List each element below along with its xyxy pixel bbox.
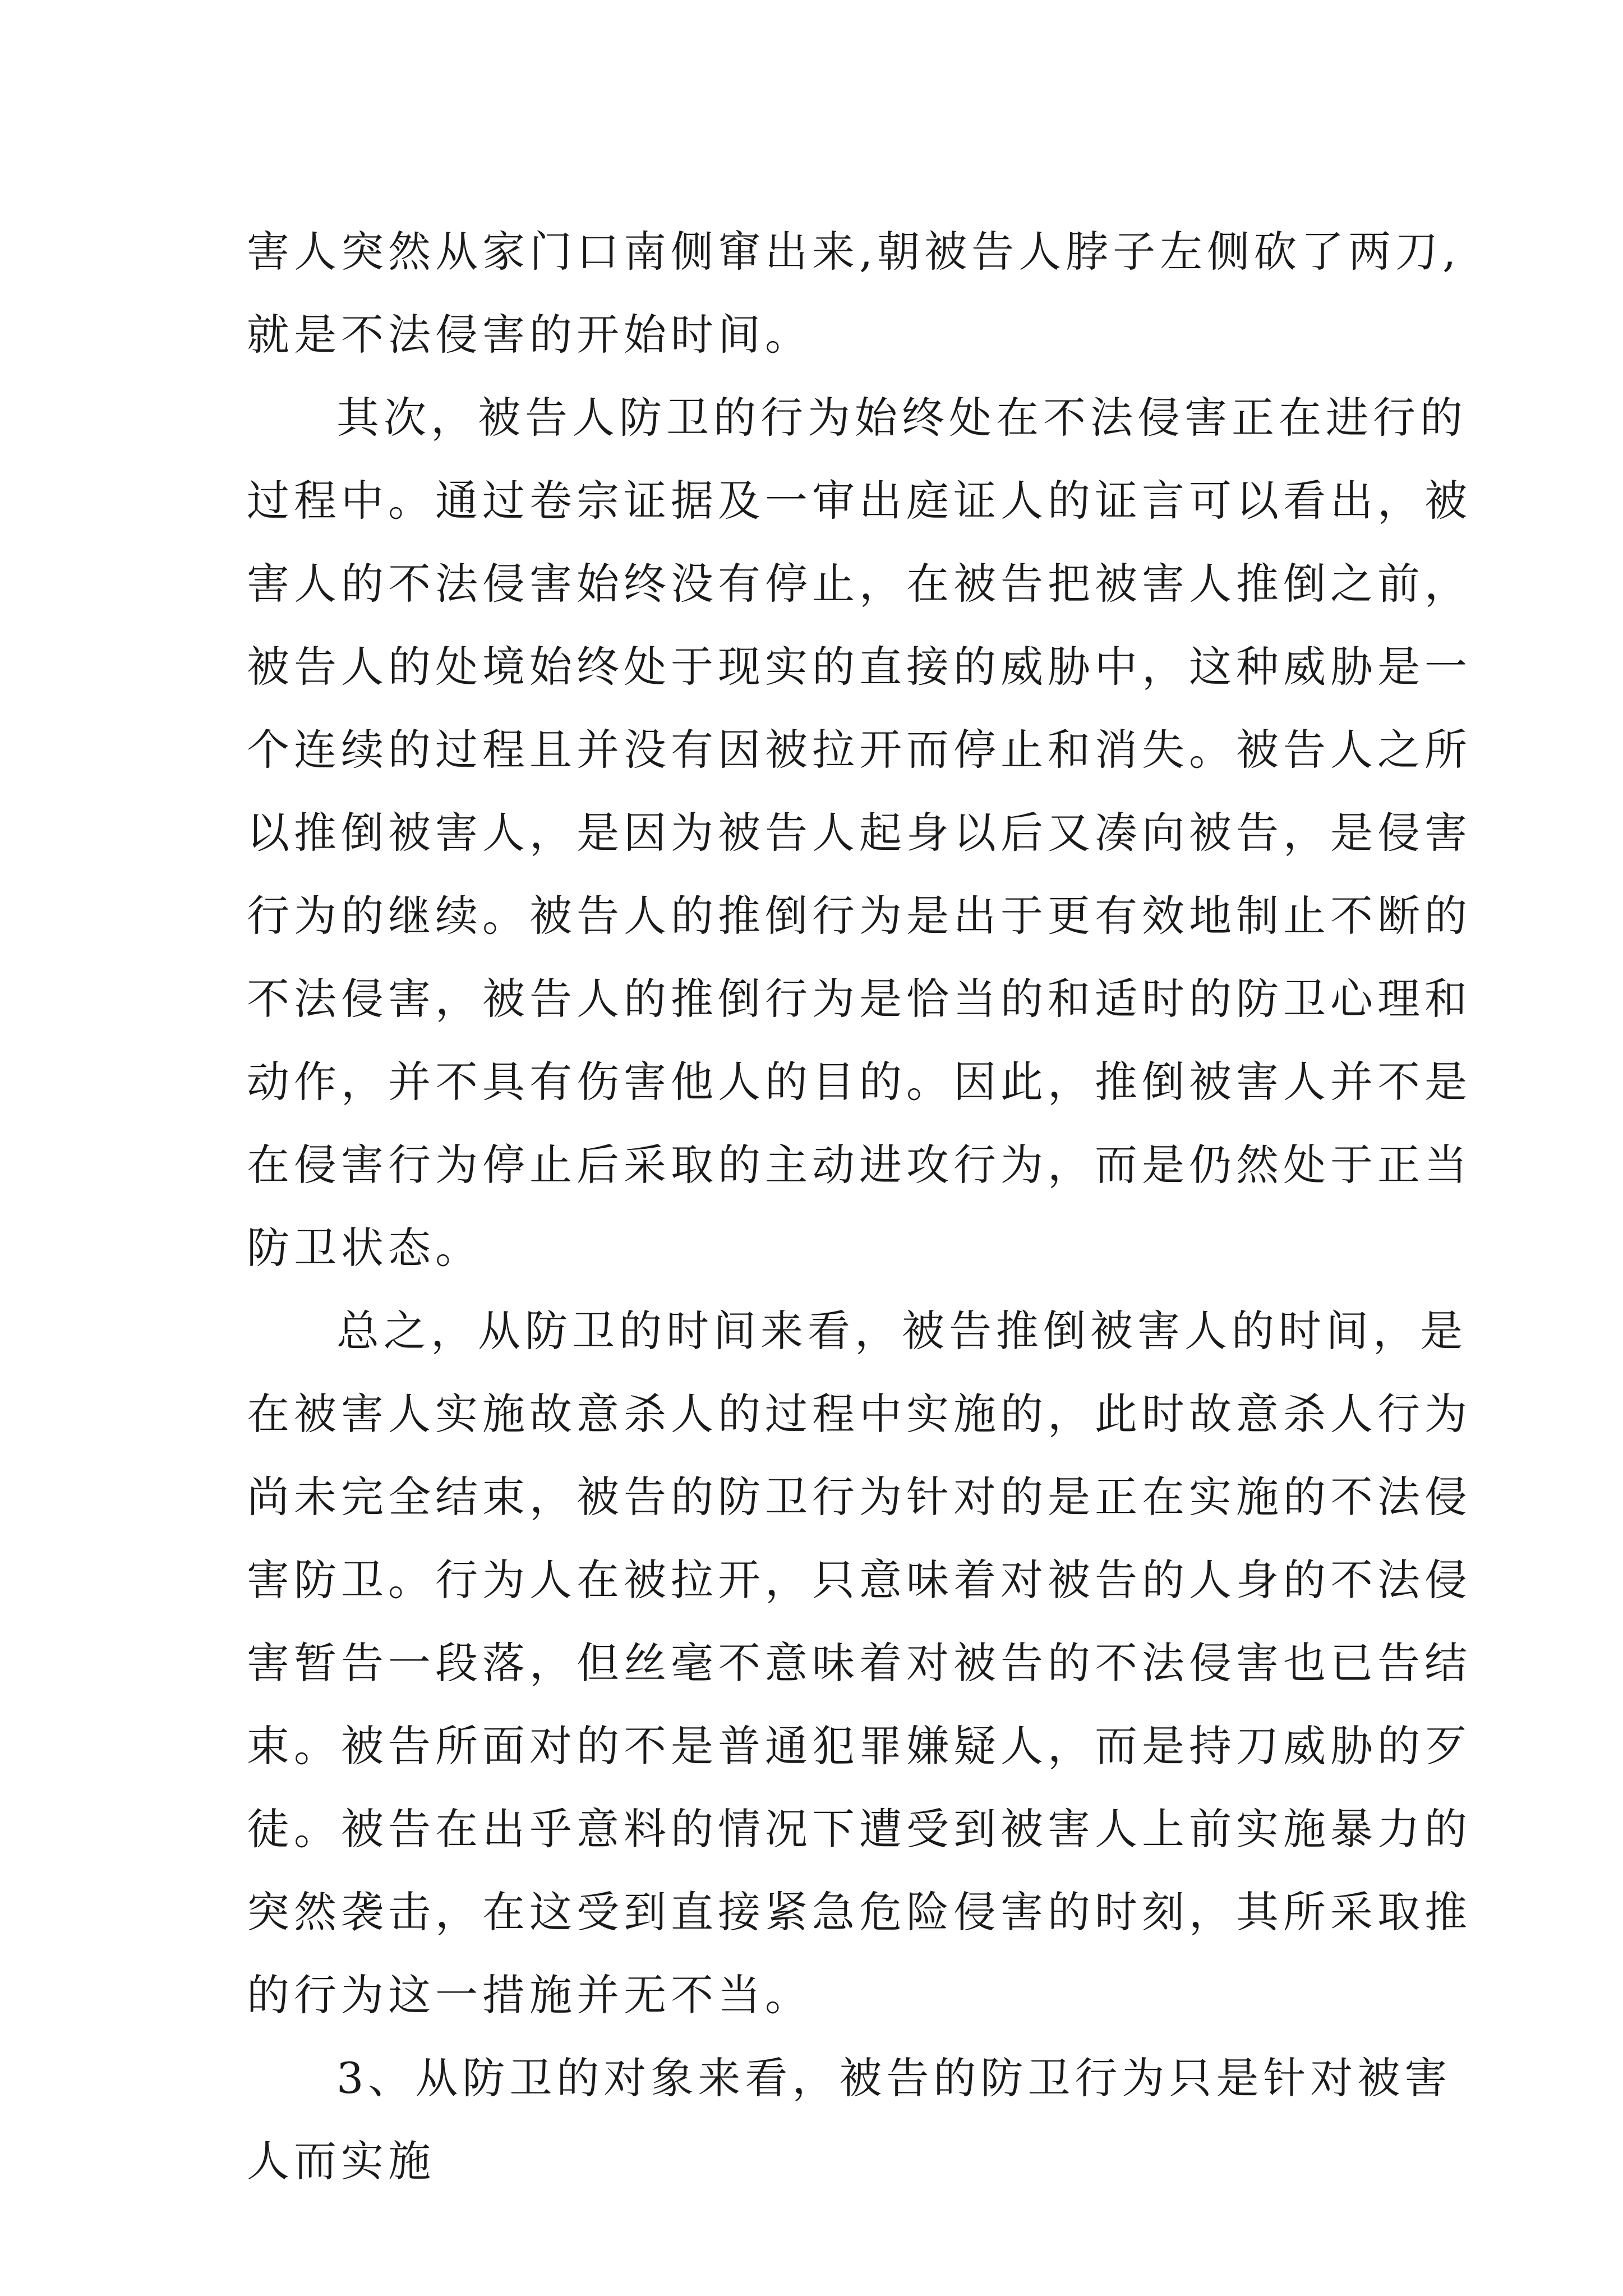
document-body xyxy=(247,210,1472,2203)
text-line: 徒。被告在出乎意料的情况下遭受到被害人上前实施暴力的 xyxy=(247,1804,1472,1854)
text-line: 不法侵害，被告人的推倒行为是恰当的和适时的防卫心理和 xyxy=(247,974,1472,1024)
text-line: 行为的继续。被告人的推倒行为是出于更有效地制止不断的 xyxy=(247,891,1472,941)
text-line: 以推倒被害人，是因为被告人起身以后又凑向被告，是侵害 xyxy=(247,808,1472,858)
text-line: 被告人的处境始终处于现实的直接的威胁中，这种威胁是一 xyxy=(247,642,1472,692)
text-line: 过程中。通过卷宗证据及一审出庭证人的证言可以看出，被 xyxy=(247,476,1472,526)
text-line: 害人的不法侵害始终没有停止，在被告把被害人推倒之前， xyxy=(247,559,1472,609)
text-line: 在被害人实施故意杀人的过程中实施的，此时故意杀人行为 xyxy=(247,1389,1472,1439)
text-line: 动作，并不具有伤害他人的目的。因此，推倒被害人并不是 xyxy=(247,1057,1472,1107)
text-line: 害人突然从家门口南侧窜出来,朝被告人脖子左侧砍了两刀, xyxy=(247,227,1461,277)
text-line: 总之，从防卫的时间来看，被告推倒被害人的时间，是 xyxy=(336,1306,1467,1356)
text-line: 防卫状态。 xyxy=(247,1223,482,1273)
text-line: 人而实施 xyxy=(247,2136,435,2186)
text-line: 尚未完全结束，被告的防卫行为针对的是正在实施的不法侵 xyxy=(247,1472,1472,1522)
text-line: 就是不法侵害的开始时间。 xyxy=(247,310,812,360)
text-line: 3、从防卫的对象来看，被告的防卫行为只是针对被害 xyxy=(336,2053,1452,2103)
text-line: 害防卫。行为人在被拉开，只意味着对被告的人身的不法侵 xyxy=(247,1555,1472,1605)
text-line: 的行为这一措施并无不当。 xyxy=(247,1970,812,2020)
text-line: 在侵害行为停止后采取的主动进攻行为，而是仍然处于正当 xyxy=(247,1140,1472,1190)
text-line: 害暂告一段落，但丝毫不意味着对被告的不法侵害也已告结 xyxy=(247,1638,1472,1688)
text-line: 个连续的过程且并没有因被拉开而停止和消失。被告人之所 xyxy=(247,725,1472,775)
text-line: 束。被告所面对的不是普通犯罪嫌疑人，而是持刀威胁的歹 xyxy=(247,1721,1472,1771)
text-line: 突然袭击，在这受到直接紧急危险侵害的时刻，其所采取推 xyxy=(247,1887,1472,1937)
text-line: 其次，被告人防卫的行为始终处在不法侵害正在进行的 xyxy=(336,393,1467,443)
